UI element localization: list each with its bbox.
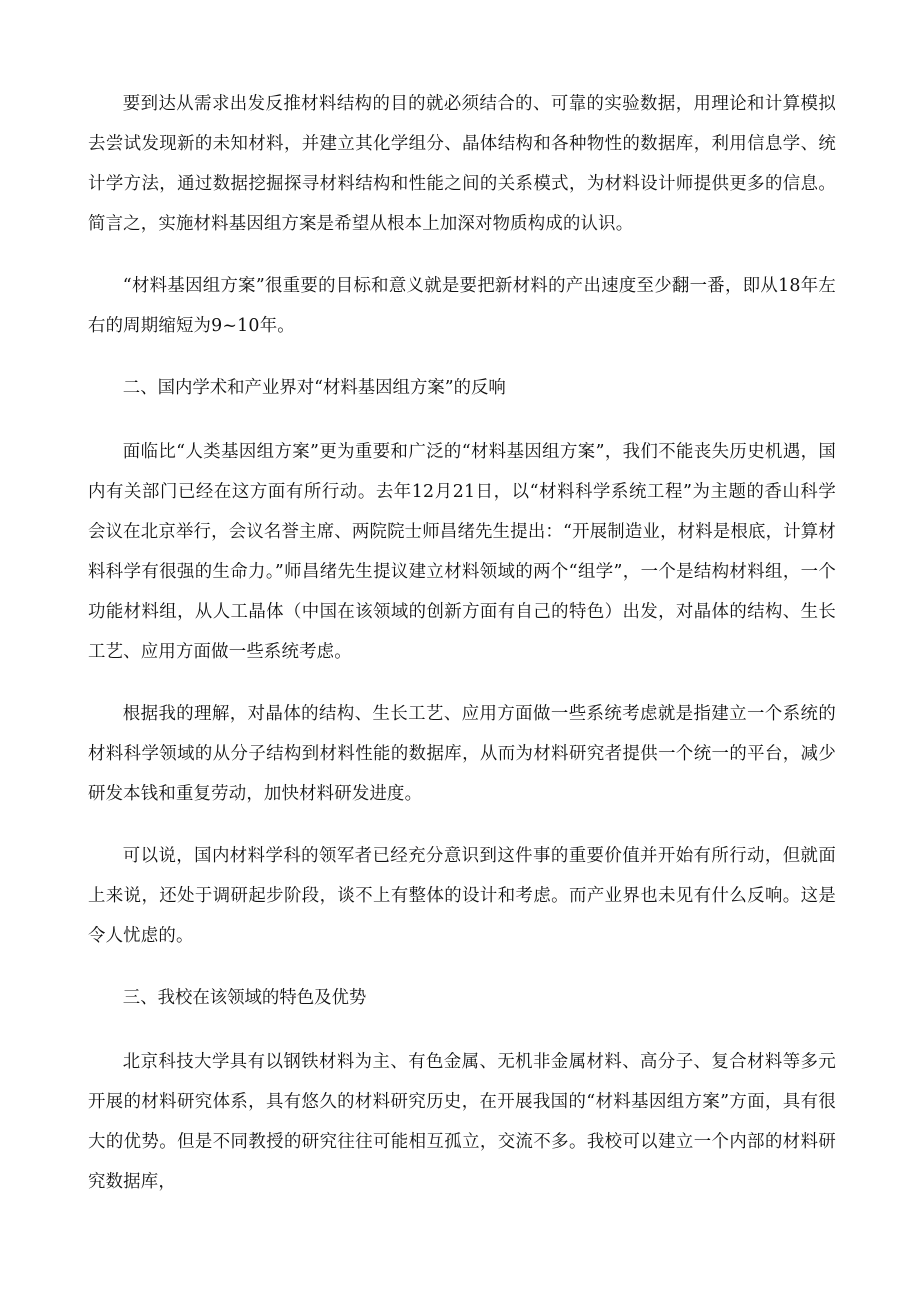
paragraph-domestic-response: 面临比“人类基因组方案”更为重要和广泛的“材料基因组方案”，我们不能丧失历史机遇，国内有关部门已经在这方面有所行动。去年12月21日，以“材料科学系统工程”为主题的香山科学会议在北京举行，会议名誉主席、两院院士师昌绪先生提出：“开展制造业，材料是根底，计算材料科学有很强的生命力。”师昌绪先生提议建立材料领域的两个“组学”，一个是结构材料组，一个功能材料组，从人工晶体（中国在该领域的创新方面有自己的特色）出发，对晶体的结构、生长工艺、应用方面做一些系统考虑。	[88, 442, 836, 662]
paragraph-current-status: 可以说，国内材料学科的领军者已经充分意识到这件事的重要价值并开始有所行动，但就面上来说，还处于调研起步阶段，谈不上有整体的设计和考虑。而产业界也未见有什么反响。这是令人忧虑的。	[88, 846, 836, 946]
document-page	[88, 84, 836, 1202]
paragraph-materials-structure: 要到达从需求出发反推材料结构的目的就必须结合的、可靠的实验数据，用理论和计算模拟去尝试发现新的未知材料，并建立其化学组分、晶体结构和各种物性的数据库，利用信息学、统计学方法，通过数据挖掘探寻材料结构和性能之间的关系模式，为材料设计师提供更多的信息。简言之，实施材料基因组方案是希望从根本上加深对物质构成的认识。	[88, 94, 836, 234]
section-3-heading: 三、我校在该领域的特色及优势	[122, 988, 367, 1008]
section-2-heading: 二、国内学术和产业界对“材料基因组方案”的反响	[122, 378, 506, 398]
paragraph-university-advantage: 北京科技大学具有以钢铁材料为主、有色金属、无机非金属材料、高分子、复合材料等多元开展的材料研究体系，具有悠久的材料研究历史，在开展我国的“材料基因组方案”方面，具有很大的优势。但是不同教授的研究往往可能相互孤立，交流不多。我校可以建立一个内部的材料研究数据库，	[88, 1052, 836, 1192]
paragraph-understanding: 根据我的理解，对晶体的结构、生长工艺、应用方面做一些系统考虑就是指建立一个系统的材料科学领域的从分子结构到材料性能的数据库，从而为材料研究者提供一个统一的平台，减少研发本钱和重复劳动，加快材料研发进度。	[88, 704, 836, 804]
paragraph-program-goal: “材料基因组方案”很重要的目标和意义就是要把新材料的产出速度至少翻一番，即从18年左右的周期缩短为9~10年。	[88, 276, 836, 336]
